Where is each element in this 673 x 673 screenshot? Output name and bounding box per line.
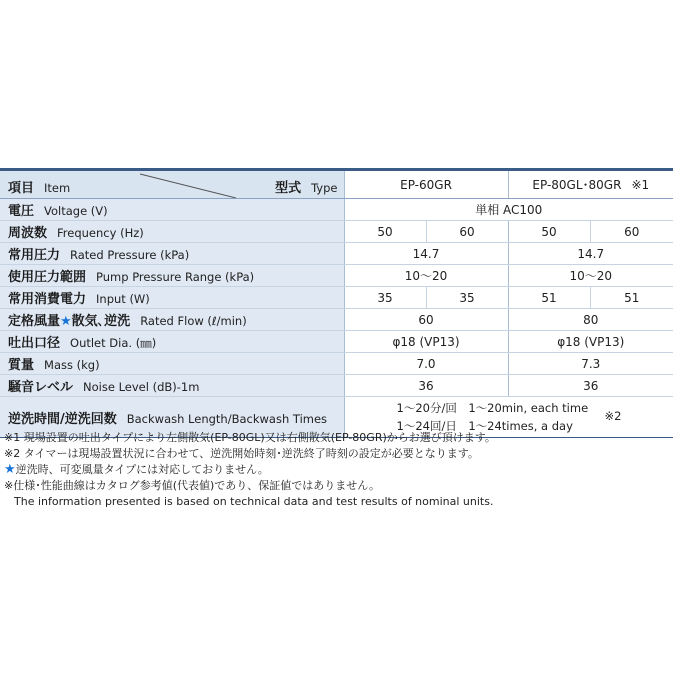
label-outlet: 吐出口径 Outlet Dia. (㎜) [0, 331, 344, 353]
row-rated-pressure [0, 243, 673, 265]
value-outlet-2: φ18 (VP13) [508, 331, 673, 353]
label-mass: 質量 Mass (kg) [0, 353, 344, 375]
value-frequency-1: 50 [344, 221, 426, 243]
footnotes [4, 430, 496, 510]
label-rated-flow: 定格風量★散気､逆洗 Rated Flow (ℓ/min) [0, 309, 344, 331]
star-icon: ★ [4, 462, 16, 477]
model-ep80gl-80gr: EP-80GL･80GR ※1 [508, 170, 673, 199]
header-type-label: 型式 Type [275, 181, 338, 196]
value-pump-pressure-2: 10～20 [508, 265, 673, 287]
star-icon: ★ [60, 314, 72, 329]
value-rated-flow-1: 60 [344, 309, 508, 331]
label-pump-pressure: 使用圧力範囲 Pump Pressure Range (kPa) [0, 265, 344, 287]
value-outlet-1: φ18 (VP13) [344, 331, 508, 353]
label-rated-pressure: 常用圧力 Rated Pressure (kPa) [0, 243, 344, 265]
value-frequency-4: 60 [590, 221, 673, 243]
footnote-5: The information presented is based on technical data and test results of nominal units. [14, 495, 494, 508]
row-input [0, 287, 673, 309]
value-frequency-2: 60 [426, 221, 508, 243]
value-input-4: 51 [590, 287, 673, 309]
label-backwash: 逆洗時間/逆洗回数 Backwash Length/Backwash Times [0, 397, 344, 438]
row-pump-pressure [0, 265, 673, 287]
value-noise-1: 36 [344, 375, 508, 397]
header-item-label: 項目 Item [8, 181, 71, 196]
footnote-2: ※2 タイマーは現場設置状況に合わせて、逆洗開始時刻･逆洗終了時刻の設定が必要となります。 [4, 447, 479, 460]
footnote-3: ★逆洗時、可変風量タイプには対応しておりません。 [4, 462, 269, 477]
value-input-2: 35 [426, 287, 508, 309]
value-input-3: 51 [508, 287, 590, 309]
table-header-row [0, 170, 673, 199]
value-mass-2: 7.3 [508, 353, 673, 375]
label-voltage: 電圧 Voltage (V) [0, 199, 344, 221]
backwash-note-mark: ※2 [604, 409, 622, 423]
value-input-1: 35 [344, 287, 426, 309]
label-input: 常用消費電力 Input (W) [0, 287, 344, 309]
row-rated-flow [0, 309, 673, 331]
row-frequency [0, 221, 673, 243]
spec-table [0, 168, 673, 438]
row-noise [0, 375, 673, 397]
backwash-length: 1～20分/回 1～20min, each time [396, 401, 589, 415]
value-rated-flow-2: 80 [508, 309, 673, 331]
value-noise-2: 36 [508, 375, 673, 397]
value-mass-1: 7.0 [344, 353, 508, 375]
row-outlet [0, 331, 673, 353]
label-frequency: 周波数 Frequency (Hz) [0, 221, 344, 243]
value-pump-pressure-1: 10～20 [344, 265, 508, 287]
value-rated-pressure-1: 14.7 [344, 243, 508, 265]
value-frequency-3: 50 [508, 221, 590, 243]
value-rated-pressure-2: 14.7 [508, 243, 673, 265]
model-ep60gr: EP-60GR [344, 170, 508, 199]
label-noise: 騒音レベル Noise Level (dB)-1m [0, 375, 344, 397]
backwash-times: 1～24回/日 1～24times, a day [396, 419, 573, 433]
header-item-type-cell [0, 170, 344, 199]
footnote-4: ※仕様･性能曲線はカタログ参考値(代表値)であり、保証値ではありません。 [4, 479, 380, 492]
row-mass [0, 353, 673, 375]
row-voltage [0, 199, 673, 221]
value-voltage: 単相 AC100 [344, 199, 673, 221]
footnote-1: ※1 現場設置の吐出タイプにより左側散気(EP-80GL)又は右側散気(EP-80GR)からお選び頂けます。 [4, 431, 496, 444]
